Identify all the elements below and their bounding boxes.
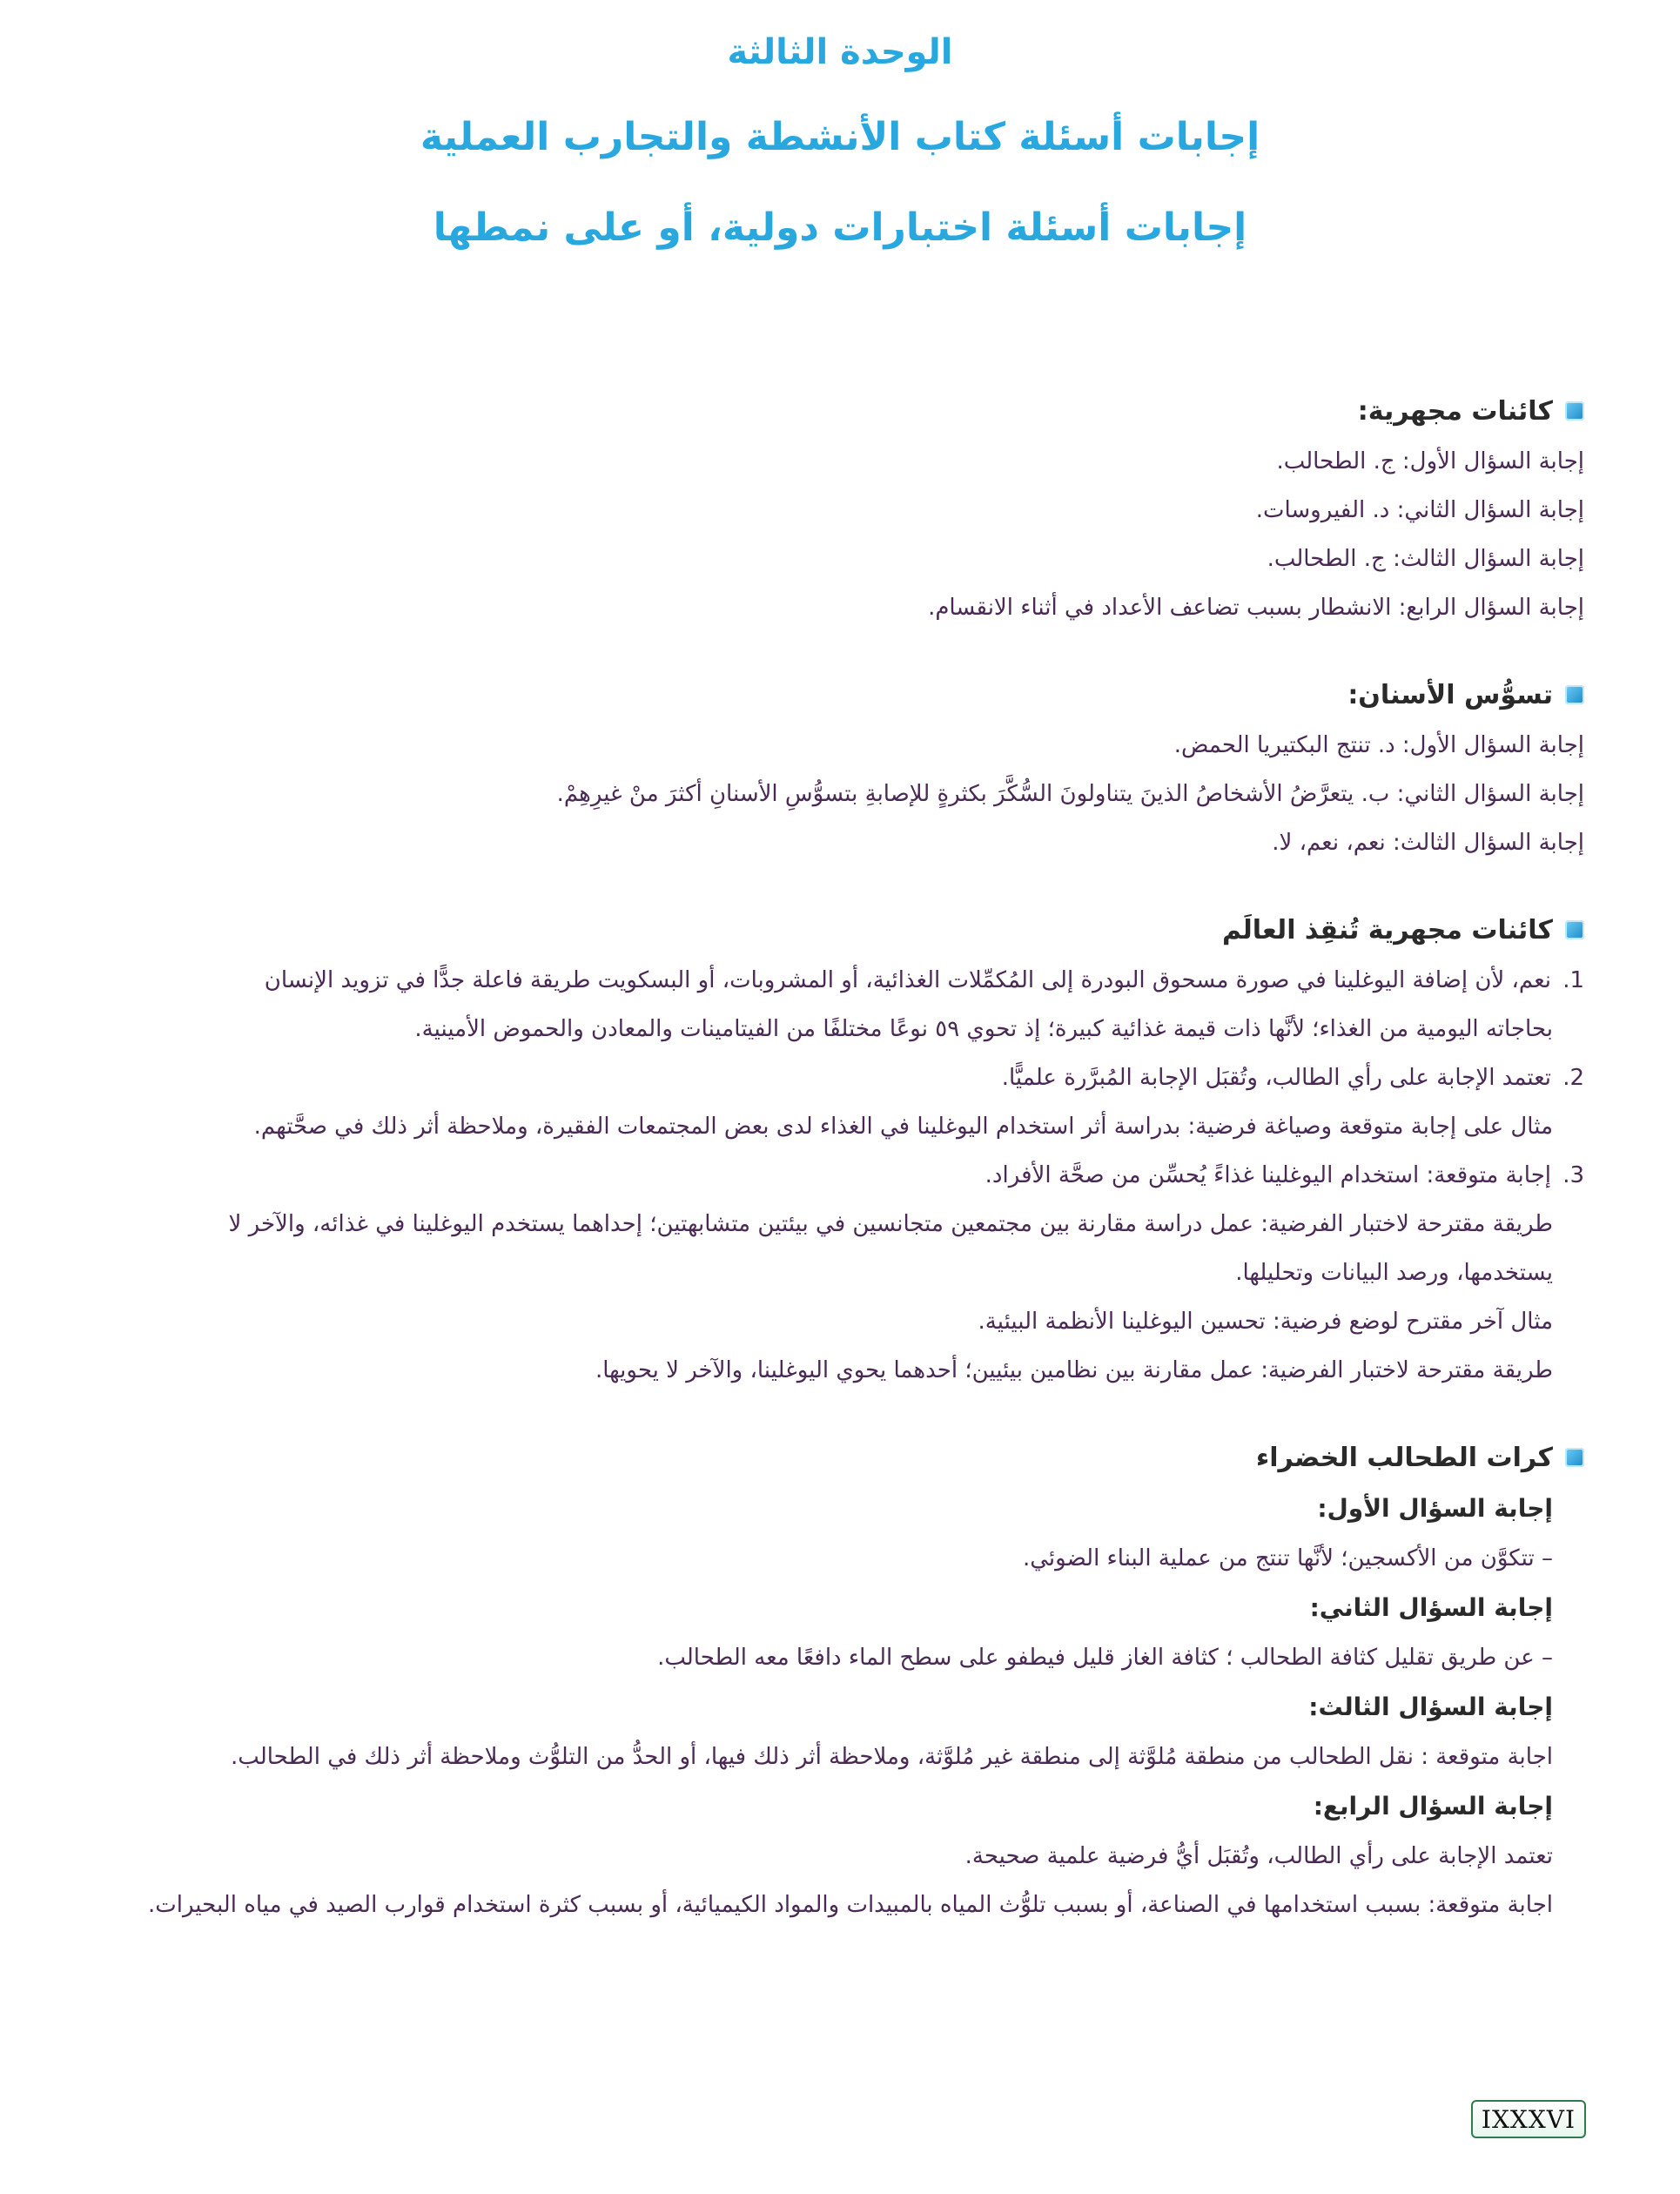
- unit-title: الوحدة الثالثة: [727, 32, 953, 72]
- answer-line: إجابة السؤال الثاني: ب. يتعرَّضُ الأشخاصُ الذينَ يتناولونَ السُّكَّرَ بكثرةٍ للإصابةِ بتسوُّسِ الأسنانِ أكثرَ منْ غيرِهِمْ.: [556, 781, 1584, 807]
- question-heading: إجابة السؤال الأول:: [1317, 1494, 1553, 1523]
- item-continuation: بحاجاته اليومية من الغذاء؛ لأنَّها ذات قيمة غذائية كبيرة؛ إذ تحوي ٥٩ نوعًا مختلفًا من الفيتامينات والمعادن والحموض الأمينية.: [414, 1016, 1553, 1042]
- numbered-item: [87, 1053, 1584, 1102]
- numbered-item: [87, 1151, 1584, 1200]
- answer-line: إجابة السؤال الرابع: الانشطار بسبب تضاعف الأعداد في أثناء الانقسام.: [928, 595, 1584, 621]
- section-microorganisms: [87, 394, 1584, 632]
- page-number-badge: IXXXVI: [1471, 2100, 1586, 2138]
- subtitle-activities: إجابات أسئلة كتاب الأنشطة والتجارب العملية: [420, 115, 1260, 159]
- section-tooth-decay: [87, 677, 1584, 867]
- section-title: كرات الطحالب الخضراء: [1255, 1442, 1553, 1473]
- page-content: [87, 394, 1584, 1975]
- item-subline: مثال آخر مقترح لوضع فرضية: تحسين اليوغلينا الأنظمة البيئية.: [978, 1309, 1553, 1335]
- square-bullet-icon: [1565, 401, 1584, 421]
- question-answer: اجابة متوقعة : نقل الطحالب من منطقة مُلوَّثة إلى منطقة غير مُلوَّثة، وملاحظة أثر ذلك فيها، أو الحدُّ من التلوُّث وملاحظة أثر ذلك في الطحالب.: [231, 1744, 1553, 1770]
- item-subline: طريقة مقترحة لاختبار الفرضية: عمل دراسة مقارنة بين مجتمعين متجانسين في بيئتين متشابهتين؛ إحداهما يستخدم اليوغلينا في غذائه، والآخر لا: [228, 1211, 1553, 1237]
- item-subline: طريقة مقترحة لاختبار الفرضية: عمل مقارنة بين نظامين بيئيين؛ أحدهما يحوي اليوغلينا، والآخر لا يحويها.: [595, 1357, 1553, 1383]
- section-title: تسوُّس الأسنان:: [1347, 679, 1553, 710]
- square-bullet-icon: [1565, 920, 1584, 939]
- section-heading: [87, 1440, 1584, 1475]
- section-heading: [87, 394, 1584, 428]
- answer-line: إجابة السؤال الأول: د. تنتج البكتيريا الحمض.: [1173, 732, 1584, 758]
- item-number: 1.: [1562, 967, 1584, 993]
- question-answer: – عن طريق تقليل كثافة الطحالب ؛ كثافة الغاز قليل فيطفو على سطح الماء دافعًا معه الطحالب.: [657, 1645, 1553, 1671]
- question-heading: إجابة السؤال الرابع:: [1313, 1792, 1553, 1820]
- question-answer: تعتمد الإجابة على رأي الطالب، وتُقبَل أيُّ فرضية علمية صحيحة.: [964, 1843, 1553, 1869]
- item-text: إجابة متوقعة: استخدام اليوغلينا غذاءً يُحسِّن من صحَّة الأفراد.: [984, 1162, 1551, 1188]
- answer-line: إجابة السؤال الثاني: د. الفيروسات.: [1255, 497, 1584, 523]
- answer-line: إجابة السؤال الأول: ج. الطحالب.: [1276, 448, 1584, 474]
- answer-line: إجابة السؤال الثالث: ج. الطحالب.: [1267, 546, 1584, 572]
- section-microorganisms-save-world: [87, 912, 1584, 1395]
- square-bullet-icon: [1565, 1448, 1584, 1467]
- item-number: 2.: [1562, 1065, 1584, 1091]
- item-text: تعتمد الإجابة على رأي الطالب، وتُقبَل الإجابة المُبرَّرة علميًّا.: [1001, 1065, 1551, 1091]
- question-answer: – تتكوَّن من الأكسجين؛ لأنَّها تنتج من عملية البناء الضوئي.: [1023, 1545, 1553, 1571]
- numbered-item: [87, 956, 1584, 1005]
- question-heading: إجابة السؤال الثاني:: [1309, 1593, 1553, 1622]
- section-title: كائنات مجهرية:: [1357, 395, 1553, 427]
- section-green-algae-balls: [87, 1440, 1584, 1929]
- answer-line: إجابة السؤال الثالث: نعم، نعم، لا.: [1272, 830, 1584, 856]
- subtitle-international-tests: إجابات أسئلة اختبارات دولية، أو على نمطها: [433, 205, 1247, 250]
- section-heading: [87, 912, 1584, 947]
- item-subline: يستخدمها، ورصد البيانات وتحليلها.: [1235, 1260, 1553, 1286]
- square-bullet-icon: [1565, 685, 1584, 704]
- item-text: نعم، لأن إضافة اليوغلينا في صورة مسحوق البودرة إلى المُكمِّلات الغذائية، أو المشروبات، أو البسكويت طريقة فاعلة جدًّا في تزويد الإنسان: [264, 967, 1551, 993]
- page-header: [0, 32, 1680, 250]
- item-number: 3.: [1562, 1162, 1584, 1188]
- section-title: كائنات مجهرية تُنقِذ العالَم: [1221, 914, 1553, 946]
- section-heading: [87, 677, 1584, 712]
- question-heading: إجابة السؤال الثالث:: [1308, 1693, 1553, 1721]
- question-answer: اجابة متوقعة: بسبب استخدامها في الصناعة، أو بسبب تلوُّث المياه بالمبيدات والمواد الكيميائية، أو بسبب كثرة استخدام قوارب الصيد في مياه البحيرات.: [148, 1892, 1553, 1918]
- item-example: مثال على إجابة متوقعة وصياغة فرضية: بدراسة أثر استخدام اليوغلينا في الغذاء لدى بعض المجتمعات الفقيرة، وملاحظة أثر ذلك في صحَّتهم.: [253, 1114, 1553, 1140]
